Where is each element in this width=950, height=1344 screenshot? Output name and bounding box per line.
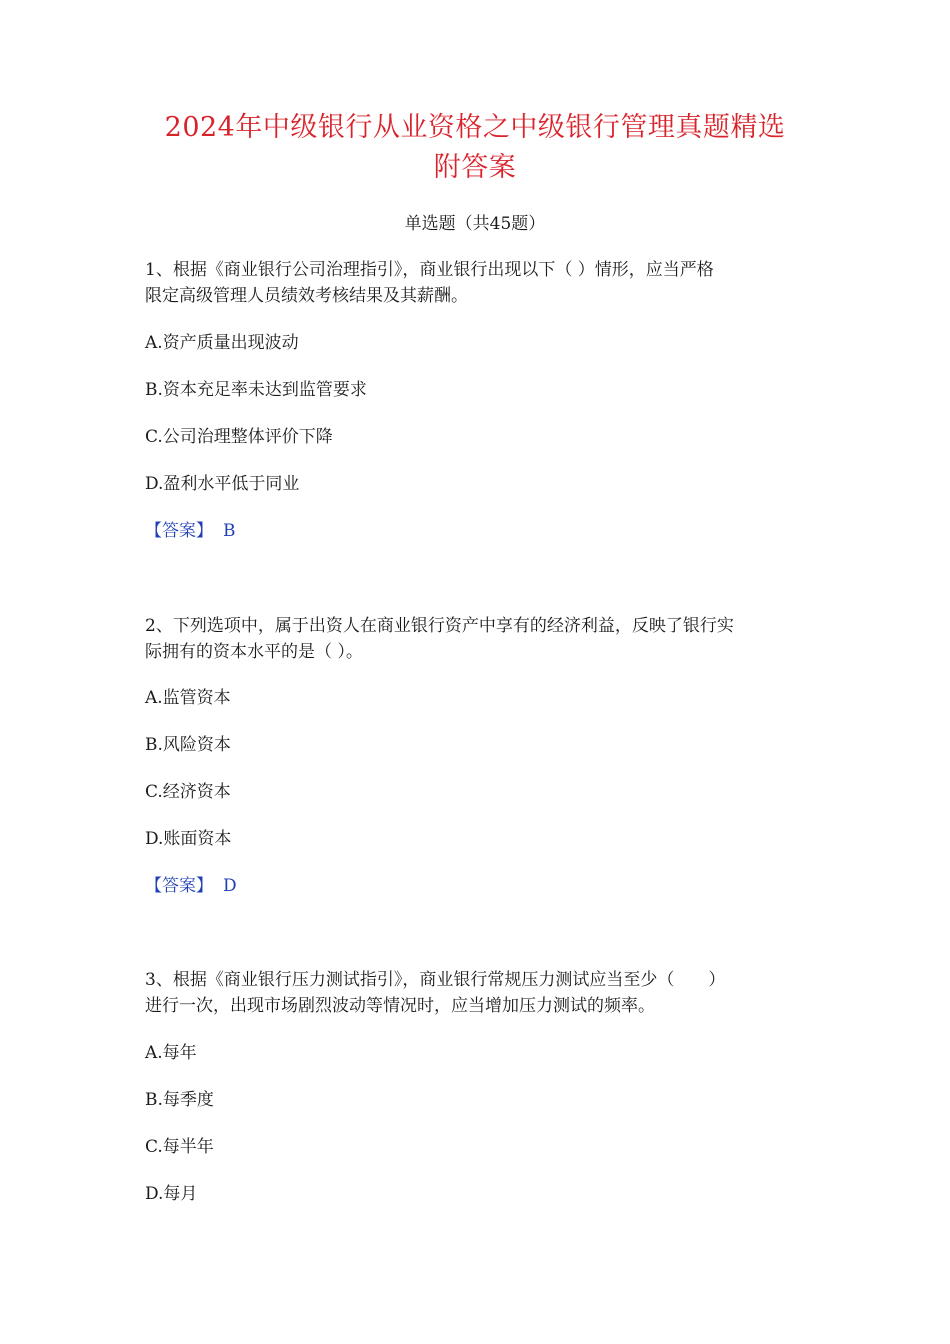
option-d: D.每月 (145, 1184, 198, 1204)
answer-value: D (223, 876, 237, 896)
question-stem-line: 进行一次，出现市场剧烈波动等情况时，应当增加压力测试的频率。 (145, 996, 655, 1016)
option-b: B.风险资本 (145, 735, 231, 755)
answer-line (145, 519, 825, 543)
option-a: A.监管资本 (145, 688, 231, 708)
document-title-line-2: 附答案 (433, 152, 517, 183)
option-c: C.每半年 (145, 1137, 214, 1157)
question-stem-line: 3、根据《商业银行压力测试指引》，商业银行常规压力测试应当至少（ ） (145, 970, 726, 990)
question-stem-line: 2、下列选项中，属于出资人在商业银行资产中享有的经济利益，反映了银行实 (145, 616, 734, 636)
option-b: B.每季度 (145, 1090, 214, 1110)
answer-label: 【答案】 (145, 876, 213, 896)
answer-label: 【答案】 (145, 521, 213, 541)
option-c: C.公司治理整体评价下降 (145, 427, 333, 447)
option-d: D.账面资本 (145, 829, 232, 849)
option-a: A.每年 (145, 1043, 197, 1063)
document-title (120, 108, 830, 188)
question-stem-line: 限定高级管理人员绩效考核结果及其薪酬。 (145, 286, 468, 306)
option-d: D.盈利水平低于同业 (145, 474, 300, 494)
option-a: A.资产质量出现波动 (145, 333, 299, 353)
document-title-line-1: 2024年中级银行从业资格之中级银行管理真题精选 (164, 112, 786, 143)
option-c: C.经济资本 (145, 782, 231, 802)
answer-value: B (223, 521, 236, 541)
question-stem-line: 1、根据《商业银行公司治理指引》，商业银行出现以下（ ）情形，应当严格 (145, 260, 714, 280)
option-b: B.资本充足率未达到监管要求 (145, 380, 367, 400)
question-stem-line: 际拥有的资本水平的是（ ）。 (145, 642, 363, 662)
section-title: 单选题（共45题） (404, 214, 546, 234)
answer-line (145, 874, 825, 898)
